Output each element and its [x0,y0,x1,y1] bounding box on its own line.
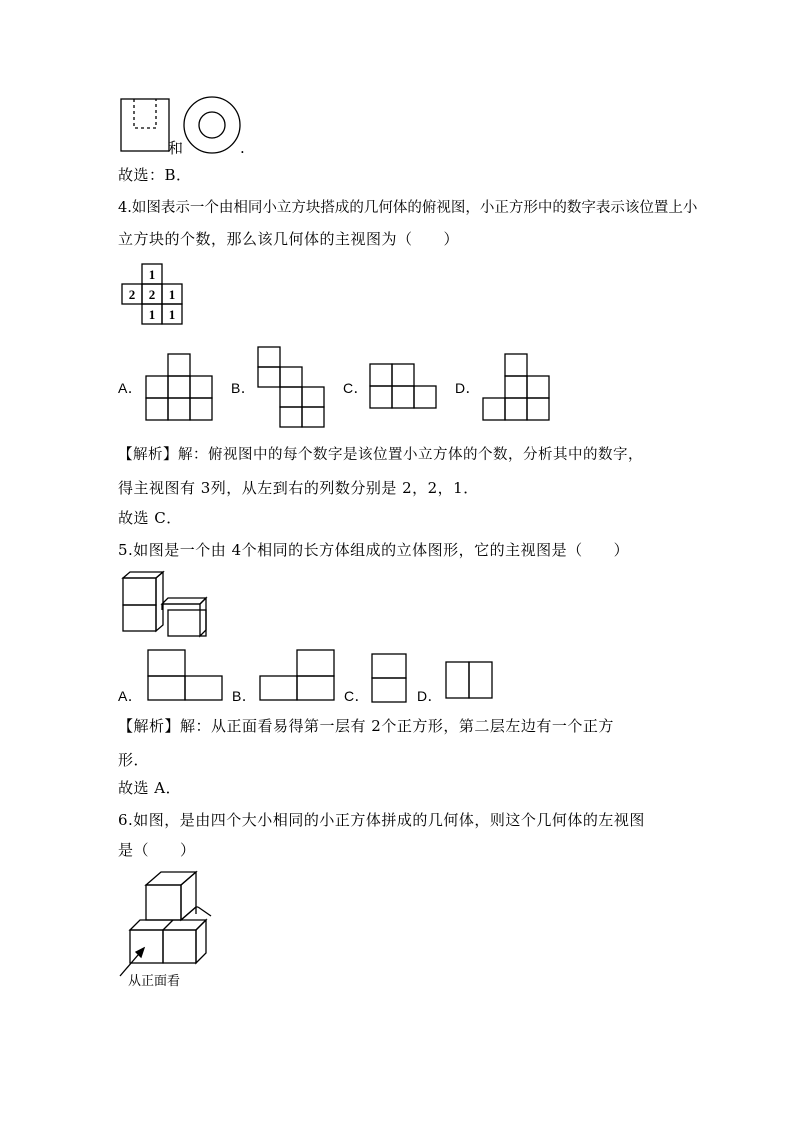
q5-solid-figure [118,570,218,645]
q5-option-c-figure [370,652,410,707]
q6-view-label: 从正面看 [128,973,181,988]
grid-num-2: 2 [148,287,156,302]
q5-option-d-label: D． [417,688,443,704]
q5-option-a-figure [146,648,226,703]
grid-num-1: 2 [128,287,136,302]
grid-num-5: 1 [168,307,176,322]
q4-answer: 故选 C． [118,509,182,527]
q3-period: . [240,139,246,157]
q5-option-a-label: A． [118,688,143,704]
q4-option-a-figure [144,352,224,422]
grid-num-0: 1 [148,267,156,282]
q4-option-a-label: A． [118,380,143,396]
grid-num-4: 1 [148,307,156,322]
q5-answer: 故选 A． [118,779,182,797]
q4-option-c-figure [368,362,448,422]
q5-analysis-line1: 【解析】解：从正面看易得第一层有 2个正方形，第二层左边有一个正方 [118,717,614,735]
q5-option-b-label: B． [232,688,257,704]
q4-option-b-label: B． [231,380,256,396]
q6-solid-figure [116,868,226,983]
q4-stem-line1: 4.如图表示一个由相同小立方块搭成的几何体的俯视图，小正方形中的数字表示该位置上小 [118,200,698,216]
q3-answer: 故选：B． [118,166,192,184]
q5-stem: 5.如图是一个由 4个相同的长方体组成的立体图形，它的主视图是（ ） [118,541,630,559]
q4-option-c-label: C． [343,380,369,396]
q4-option-d-figure [481,352,561,427]
q5-option-b-figure [258,648,338,703]
grid-num-3: 1 [168,287,176,302]
q5-analysis-line2: 形． [118,751,150,769]
q4-analysis-line1: 【解析】解：俯视图中的每个数字是该位置小立方体的个数，分析其中的数字， [118,447,643,463]
q3-and-label: 和 [168,139,184,157]
q5-option-d-figure [444,660,499,705]
q6-stem-line2: 是（ ） [118,841,196,859]
q6-stem-line1: 6.如图，是由四个大小相同的小正方体拼成的几何体，则这个几何体的左视图 [118,811,645,829]
q4-stem-line2: 立方块的个数，那么该几何体的主视图为（ ） [118,230,460,248]
q4-option-b-figure [256,345,336,435]
q4-analysis-line2: 得主视图有 3列，从左到右的列数分别是 2，2，1． [118,479,479,497]
q4-option-d-label: D． [455,380,481,396]
q5-option-c-label: C． [344,688,370,704]
q4-top-view-grid [118,262,198,332]
